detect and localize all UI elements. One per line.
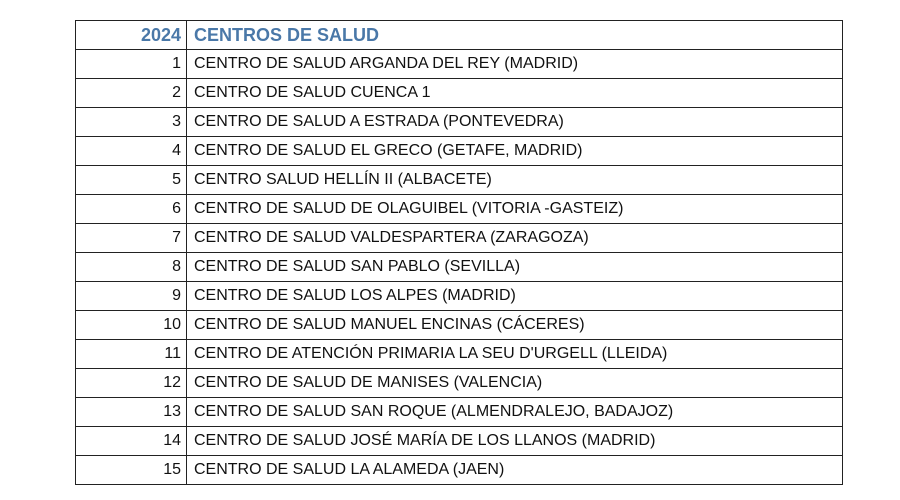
center-name-cell: CENTRO DE SALUD SAN PABLO (SEVILLA): [187, 253, 843, 282]
center-name-cell: CENTRO DE SALUD A ESTRADA (PONTEVEDRA): [187, 108, 843, 137]
center-name-cell: CENTRO DE SALUD SAN ROQUE (ALMENDRALEJO, BADAJOZ): [187, 398, 843, 427]
table-row: [76, 427, 843, 456]
row-number-cell: 5: [76, 166, 187, 195]
row-number-cell: 8: [76, 253, 187, 282]
health-centers-sheet: [75, 20, 843, 485]
row-number-cell: 6: [76, 195, 187, 224]
center-name-cell: CENTRO DE ATENCIÓN PRIMARIA LA SEU D'URGELL (LLEIDA): [187, 340, 843, 369]
table-row: [76, 340, 843, 369]
row-number-cell: 9: [76, 282, 187, 311]
row-number-cell: 15: [76, 456, 187, 485]
table-row: [76, 369, 843, 398]
row-number-cell: 12: [76, 369, 187, 398]
table-row: [76, 166, 843, 195]
table-header-row: [76, 21, 843, 50]
center-name-cell: CENTRO DE SALUD VALDESPARTERA (ZARAGOZA): [187, 224, 843, 253]
table-row: [76, 137, 843, 166]
row-number-cell: 2: [76, 79, 187, 108]
row-number-cell: 3: [76, 108, 187, 137]
table-row: [76, 224, 843, 253]
center-name-cell: CENTRO DE SALUD EL GRECO (GETAFE, MADRID): [187, 137, 843, 166]
row-number-cell: 14: [76, 427, 187, 456]
table-row: [76, 456, 843, 485]
table-row: [76, 398, 843, 427]
year-header-cell: 2024: [76, 21, 187, 50]
table-row: [76, 108, 843, 137]
row-number-cell: 10: [76, 311, 187, 340]
health-centers-table: [75, 20, 843, 485]
center-name-cell: CENTRO SALUD HELLÍN II (ALBACETE): [187, 166, 843, 195]
center-name-cell: CENTRO DE SALUD LOS ALPES (MADRID): [187, 282, 843, 311]
center-name-cell: CENTRO DE SALUD DE MANISES (VALENCIA): [187, 369, 843, 398]
row-number-cell: 4: [76, 137, 187, 166]
center-name-cell: CENTRO DE SALUD LA ALAMEDA (JAEN): [187, 456, 843, 485]
center-name-cell: CENTRO DE SALUD CUENCA 1: [187, 79, 843, 108]
table-row: [76, 79, 843, 108]
row-number-cell: 7: [76, 224, 187, 253]
table-row: [76, 195, 843, 224]
table-row: [76, 253, 843, 282]
center-name-cell: CENTRO DE SALUD MANUEL ENCINAS (CÁCERES): [187, 311, 843, 340]
row-number-cell: 13: [76, 398, 187, 427]
table-row: [76, 282, 843, 311]
title-header-cell: CENTROS DE SALUD: [187, 21, 843, 50]
row-number-cell: 1: [76, 50, 187, 79]
table-row: [76, 50, 843, 79]
center-name-cell: CENTRO DE SALUD JOSÉ MARÍA DE LOS LLANOS (MADRID): [187, 427, 843, 456]
center-name-cell: CENTRO DE SALUD ARGANDA DEL REY (MADRID): [187, 50, 843, 79]
row-number-cell: 11: [76, 340, 187, 369]
center-name-cell: CENTRO DE SALUD DE OLAGUIBEL (VITORIA -GASTEIZ): [187, 195, 843, 224]
table-row: [76, 311, 843, 340]
